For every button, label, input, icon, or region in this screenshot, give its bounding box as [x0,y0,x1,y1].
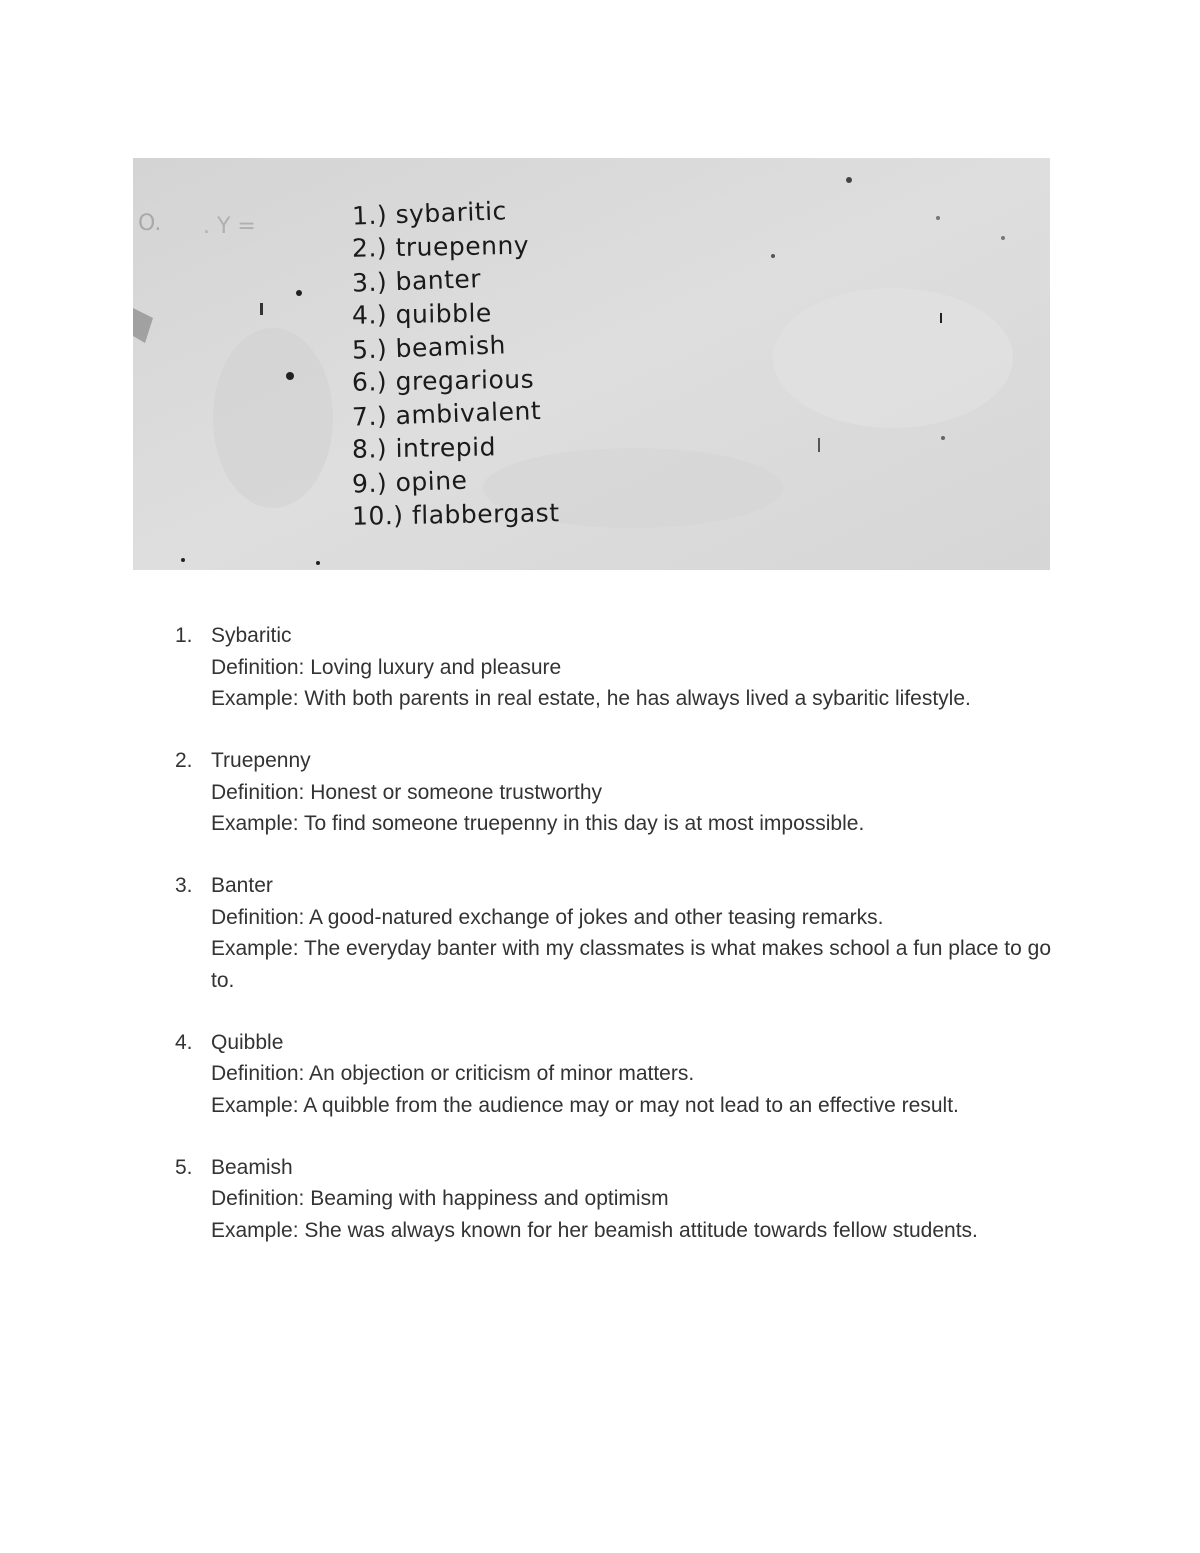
vocab-word: Beamish [211,1155,293,1179]
vocab-number: 3. [175,874,193,897]
vocab-definition: Definition: Honest or someone trustworthy [211,780,603,804]
vocab-entry-sybaritic [0,620,1200,715]
vocab-example: Example: With both parents in real estate, he has always lived a sybaritic lifestyle. [211,687,971,710]
vocab-word: Truepenny [211,749,311,772]
vocab-example: Example: To find someone truepenny in this day is at most impossible. [211,812,865,835]
board-word: 9.) opine [351,465,468,499]
vocab-entry-beamish [0,1152,1200,1247]
vocab-definition: Definition: An objection or criticism of minor matters. [211,1062,695,1085]
vocab-definition: Definition: Beaming with happiness and optimism [211,1187,669,1210]
whiteboard-photo [133,158,1050,570]
vocab-entry-banter [0,870,1200,996]
board-word: 2.) truepenny [351,230,530,263]
vocab-number: 5. [175,1155,193,1179]
vocab-number: 4. [175,1030,193,1054]
board-word: 4.) quibble [351,297,493,330]
board-word: 8.) intrepid [351,431,497,464]
vocabulary-list [0,620,1200,1277]
board-word: 3.) banter [351,264,482,298]
vocab-entry-truepenny [0,745,1200,840]
vocab-word: Quibble [211,1030,284,1054]
vocab-number: 2. [175,749,193,772]
vocab-example: Example: A quibble from the audience may or may not lead to an effective result. [211,1093,959,1117]
board-word: 5.) beamish [351,330,507,365]
whiteboard-texture [133,158,1050,570]
vocab-definition: Definition: A good-natured exchange of jokes and other teasing remarks. [211,905,884,929]
svg-text:O.: O. [138,211,162,236]
vocab-example: Example: She was always known for her beamish attitude towards fellow students. [211,1218,978,1242]
board-word: 6.) gregarious [351,364,535,397]
vocab-number: 1. [175,624,193,647]
board-word: 10.) flabbergast [351,497,560,531]
board-word: 1.) sybaritic [351,196,508,231]
svg-text:. Y =: . Y = [203,214,256,239]
vocab-entry-quibble [0,1027,1200,1122]
board-word: 7.) ambivalent [351,396,542,432]
vocab-example: Example: The everyday banter with my classmates is what makes school a fun place to go to. [211,937,1052,992]
vocab-word: Banter [211,874,273,897]
vocab-definition: Definition: Loving luxury and pleasure [211,655,562,679]
whiteboard-word-list [352,196,560,531]
vocab-word: Sybaritic [211,624,292,647]
